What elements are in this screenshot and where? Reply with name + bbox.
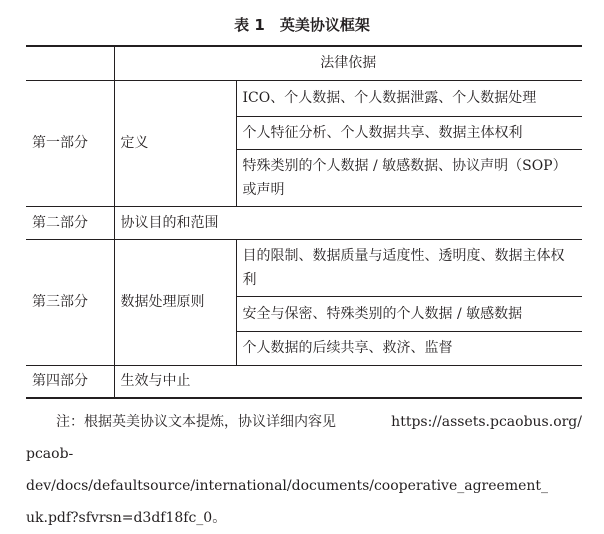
table-row (26, 206, 582, 239)
item-cell: 个人数据的后续共享、救济、监督 (236, 331, 582, 365)
table-header-row (26, 46, 582, 80)
note-prefix: 注：根据英美协议文本提炼，协议详细内容见 (56, 414, 336, 430)
part-cell: 第一部分 (26, 80, 114, 206)
table-note (26, 406, 582, 534)
table-row (26, 80, 582, 116)
table-caption: 表 1 英美协议框架 (234, 16, 370, 34)
note-line-1 (26, 406, 582, 438)
header-empty-cell (26, 46, 114, 80)
topic-cell: 协议目的和范围 (114, 206, 582, 239)
header-legal-basis: 法律依据 (114, 46, 582, 80)
item-cell: 特殊类别的个人数据 / 敏感数据、协议声明（SOP）或声明 (236, 149, 582, 206)
item-cell: 安全与保密、特殊类别的个人数据 / 敏感数据 (236, 296, 582, 331)
topic-cell: 数据处理原则 (114, 239, 236, 365)
part-cell: 第三部分 (26, 239, 114, 365)
part-cell: 第二部分 (26, 206, 114, 239)
framework-table (26, 45, 582, 399)
topic-cell: 生效与中止 (114, 365, 582, 398)
note-url-part-1: https://assets.pcaobus.org/ (391, 414, 582, 430)
topic-cell: 定义 (114, 80, 236, 206)
item-cell: 目的限制、数据质量与适度性、透明度、数据主体权利 (236, 239, 582, 296)
item-cell: ICO、个人数据、个人数据泄露、个人数据处理 (236, 80, 582, 116)
table-row (26, 239, 582, 296)
item-cell: 个人特征分析、个人数据共享、数据主体权利 (236, 116, 582, 149)
part-cell: 第四部分 (26, 365, 114, 398)
table-row (26, 365, 582, 398)
note-url-part-2: pcaob-dev/docs/defaultsource/international/documents/cooperative_agreement_ (26, 446, 549, 494)
note-url-part-3: uk.pdf?sfvrsn=d3df18fc_0。 (26, 510, 227, 526)
